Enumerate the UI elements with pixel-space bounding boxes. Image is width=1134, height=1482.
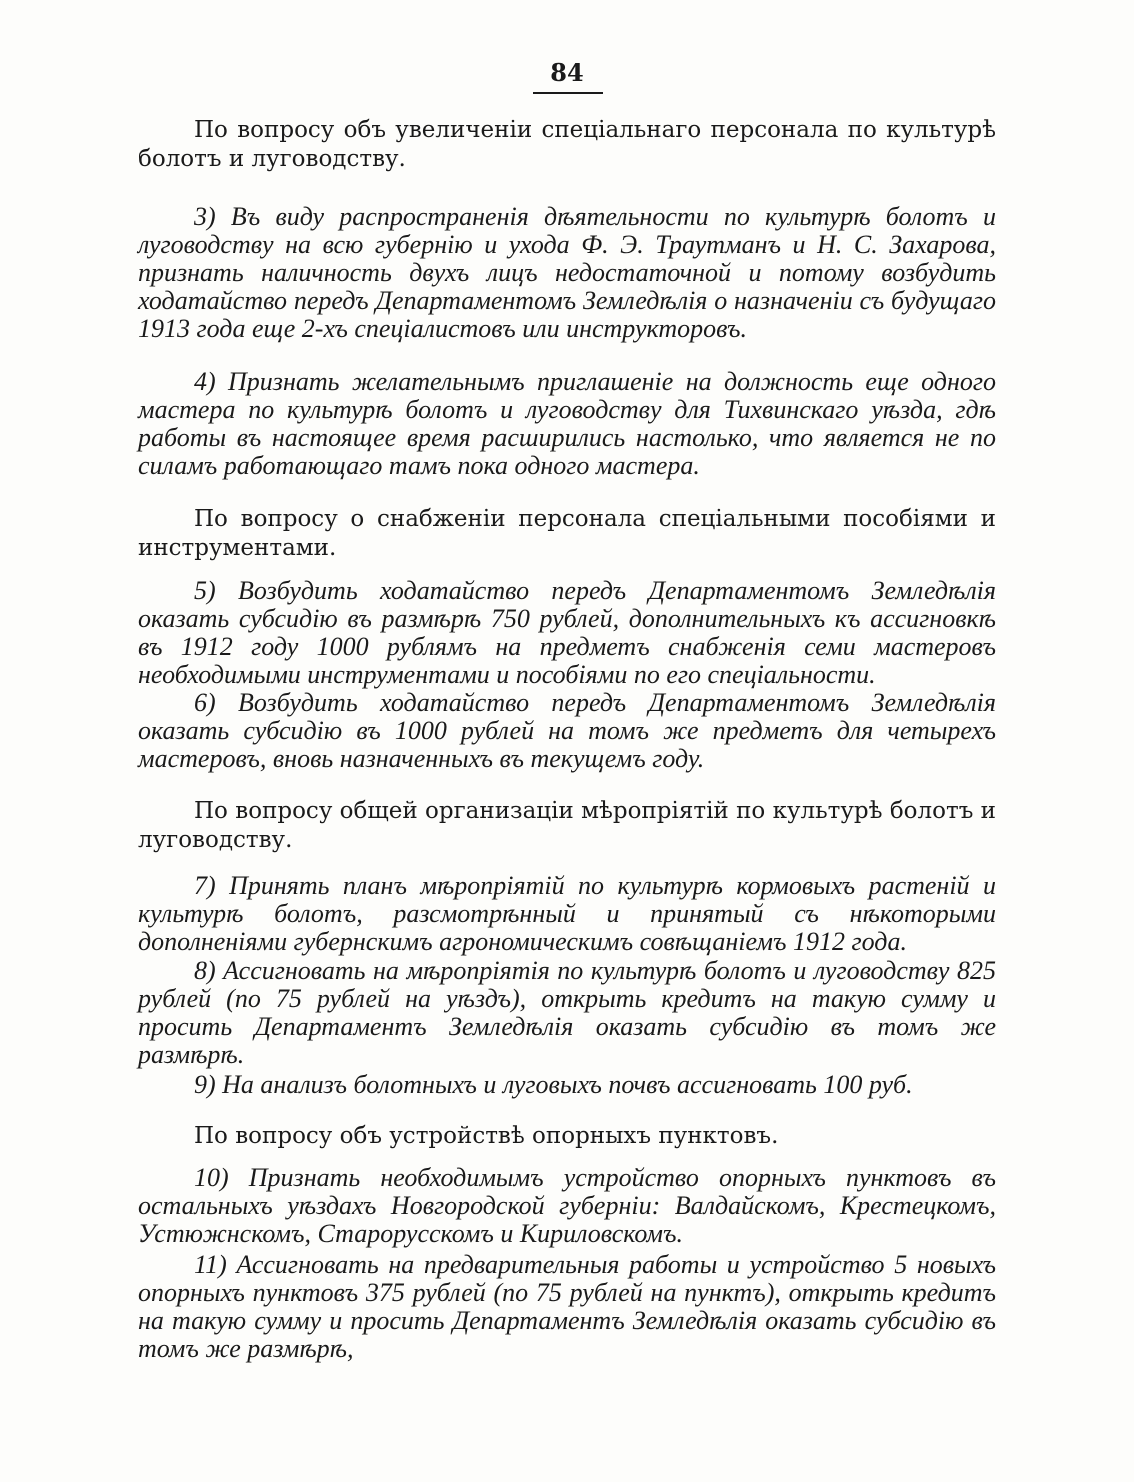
resolution-item: 9) На анализъ болотныхъ и луговыхъ почвъ ассигновать 100 руб. (194, 1070, 913, 1099)
resolution-item: 3) Въ виду распространенія дѣятельности по культурѣ болотъ и луговодству на всю губернію и ухода Ф. Э. Траутманъ и Н. С. Захарова, признать наличность двухъ лицъ недостаточной и потому возбудить ходатайство передъ Департаментомъ Земледѣлія о назначеніи съ будущаго 1913 года еще 2-хъ спеціалистовъ или инструкторовъ. (138, 202, 996, 343)
resolution-item: 10) Признать необходимымъ устройство опорныхъ пунктовъ въ остальныхъ уѣздахъ Новгородской губерніи: Валдайскомъ, Крестецкомъ, Устюжнскомъ, Старорусскомъ и Кириловскомъ. (138, 1163, 996, 1248)
section-heading: По вопросу о снабженіи персонала спеціальными пособіями и инструментами. (138, 506, 996, 561)
resolution-item: 4) Признать желательнымъ приглашеніе на должность еще одного мастера по культурѣ болотъ и луговодству для Тихвинскаго уѣзда, гдѣ работы въ настоящее время расширились настолько, что является не по силамъ работающаго тамъ пока одного мастера. (138, 367, 996, 480)
resolution-item: 11) Ассигновать на предварительныя работы и устройство 5 новыхъ опорныхъ пунктовъ 375 рублей (по 75 рублей на пунктъ), открыть кредитъ на такую сумму и просить Департаментъ Земледѣлія оказать субсидію въ томъ же размѣрѣ, (138, 1250, 996, 1363)
resolution-item: 6) Возбудить ходатайство передъ Департаментомъ Земледѣлія оказать субсидію въ 1000 рублей на томъ же предметъ для четырехъ мастеровъ, вновь назначенныхъ въ текущемъ году. (138, 688, 996, 773)
resolution-item: 7) Принять планъ мѣропріятій по культурѣ кормовыхъ растеній и культурѣ болотъ, разсмотрѣнный и принятый съ нѣкоторыми дополненіями губернскимъ агрономическимъ совѣщаніемъ 1912 года. (138, 871, 996, 956)
page-number-underline (533, 92, 603, 94)
page-number: 84 (550, 58, 584, 87)
resolution-item: 8) Ассигновать на мѣропріятія по культурѣ болотъ и луговодству 825 рублей (по 75 рублей на уѣздъ), открыть кредитъ на такую сумму и просить Департаментъ Земледѣлія оказать субсидію въ томъ же размѣрѣ. (138, 956, 996, 1069)
section-heading: По вопросу общей организаціи мѣропріятій по культурѣ болотъ и луговодству. (138, 798, 996, 853)
resolution-item: 5) Возбудить ходатайство передъ Департаментомъ Земледѣлія оказать субсидію въ размѣрѣ 750 рублей, дополнительныхъ къ ассигновкѣ въ 1912 году 1000 рублямъ на предметъ снабженія семи мастеровъ необходимыми инструментами и пособіями по его спеціальности. (138, 576, 996, 689)
section-heading: По вопросу объ устройствѣ опорныхъ пунктовъ. (194, 1123, 779, 1149)
section-heading: По вопросу объ увеличеніи спеціальнаго персонала по культурѣ болотъ и луговодству. (138, 117, 996, 172)
